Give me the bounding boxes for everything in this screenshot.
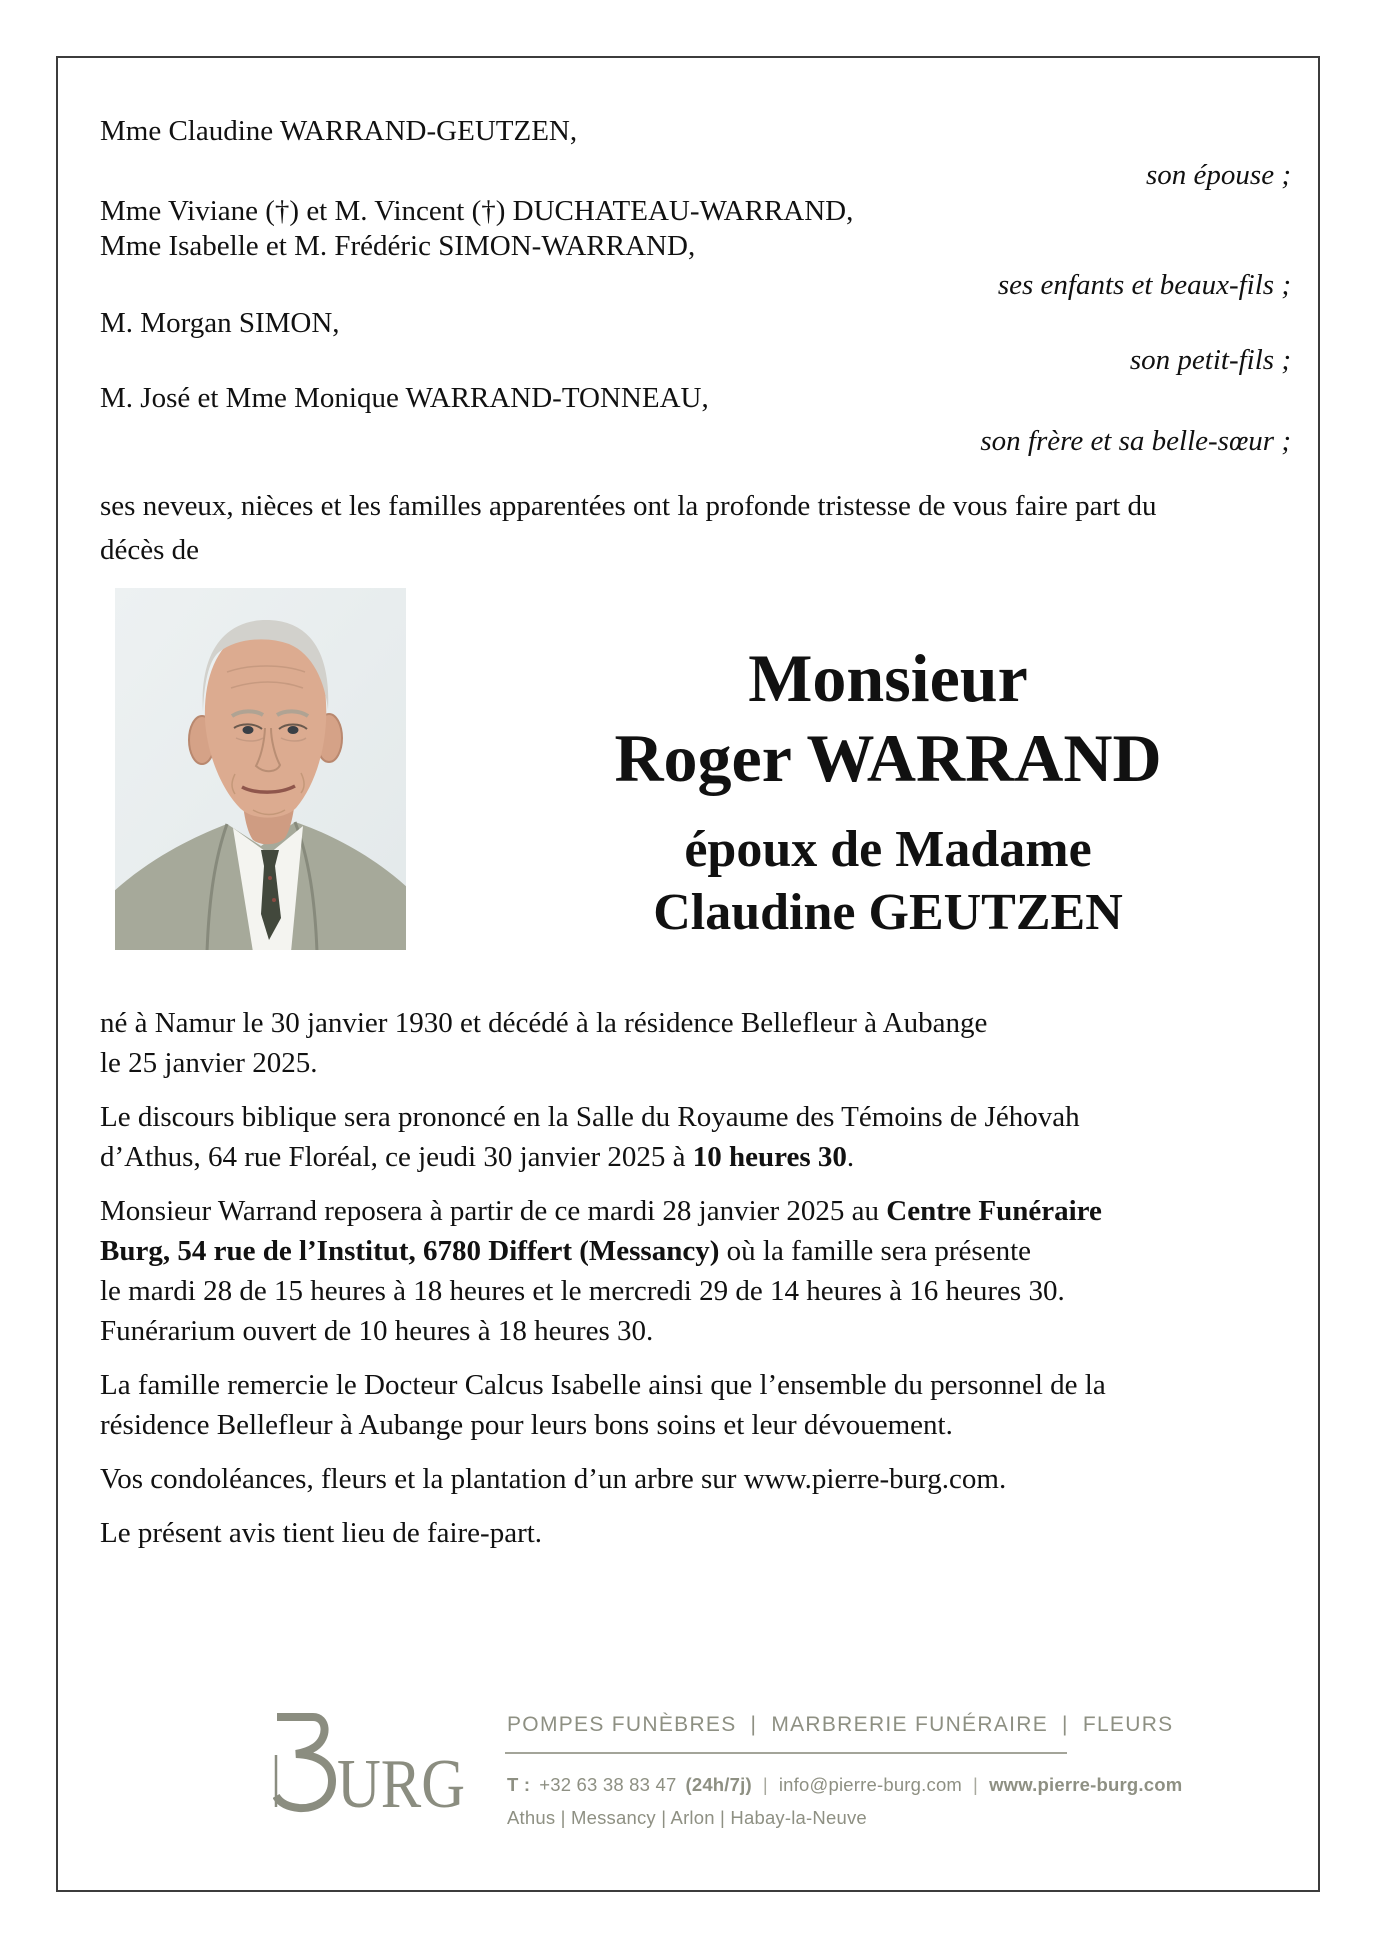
body-line: La famille remercie le Docteur Calcus Isabelle ainsi que l’ensemble du personnel de la	[100, 1369, 1106, 1401]
deceased-name: Roger WARRAND	[614, 720, 1162, 796]
portrait-photo	[115, 588, 406, 950]
tie-pattern-dot	[272, 898, 276, 902]
body-line: Le présent avis tient lieu de faire-part.	[100, 1517, 543, 1549]
eye	[288, 726, 299, 734]
paragraph-service	[100, 1097, 1295, 1177]
announcement-line: décès de	[100, 534, 200, 566]
phone-label: T :	[507, 1774, 531, 1795]
deceased-subtitle: époux de Madame	[684, 821, 1092, 878]
paragraph-funeral-home	[100, 1191, 1295, 1351]
separator: |	[750, 1713, 758, 1736]
family-name-line: Mme Claudine WARRAND-GEUTZEN,	[100, 115, 578, 147]
footer-cities: Athus | Messancy | Arlon | Habay-la-Neuve	[507, 1807, 867, 1828]
body-segment-bold: Centre Funéraire	[886, 1195, 1102, 1227]
deceased-subtitle: Claudine GEUTZEN	[653, 884, 1123, 941]
body-line: résidence Bellefleur à Aubange pour leurs bons soins et leur dévouement.	[100, 1409, 953, 1441]
separator: |	[762, 1774, 768, 1795]
burg-logo-b-glyph	[276, 1717, 332, 1808]
tagline-segment: POMPES FUNÈBRES	[507, 1713, 737, 1736]
deceased-title: Monsieur	[748, 640, 1028, 716]
relation-label: son épouse ;	[1146, 159, 1291, 191]
burg-logo-text: URG	[337, 1746, 465, 1823]
family-name-line: M. José et Mme Monique WARRAND-TONNEAU,	[100, 382, 709, 414]
body-segment: d’Athus, 64 rue Floréal, ce jeudi 30 janvier 2025 à	[100, 1141, 693, 1173]
body-segment-bold: 10 heures 30	[692, 1141, 847, 1173]
burg-logo	[273, 1703, 488, 1823]
relation-label: son frère et sa belle-sœur ;	[980, 425, 1291, 457]
body-segment-bold: Burg, 54 rue de l’Institut, 6780 Differt (Messancy)	[100, 1235, 720, 1267]
family-name-line: M. Morgan SIMON,	[100, 307, 340, 339]
body-segment: où la famille sera présente	[719, 1235, 1031, 1267]
footer-contact-line	[507, 1774, 1182, 1796]
body-line: Funérarium ouvert de 10 heures à 18 heures 30.	[100, 1315, 654, 1347]
website-url: www.pierre-burg.com	[989, 1774, 1183, 1795]
body-text	[100, 1003, 1295, 1567]
footer-tagline	[507, 1713, 1173, 1737]
body-line: Le discours biblique sera prononcé en la Salle du Royaume des Témoins de Jéhovah	[100, 1101, 1080, 1133]
email-address: info@pierre-burg.com	[778, 1774, 963, 1795]
family-name-line: Mme Isabelle et M. Frédéric SIMON-WARRAND,	[100, 230, 696, 262]
relation-label: son petit-fils ;	[1129, 344, 1291, 376]
footer-divider-line	[505, 1752, 1067, 1754]
tagline-segment: MARBRERIE FUNÉRAIRE	[771, 1713, 1049, 1736]
paragraph-thanks	[100, 1365, 1295, 1445]
body-line: le 25 janvier 2025.	[100, 1047, 318, 1079]
relation-label: ses enfants et beaux-fils ;	[997, 269, 1291, 301]
phone-hours: (24h/7j)	[685, 1774, 752, 1795]
separator: |	[1062, 1713, 1069, 1736]
body-line: né à Namur le 30 janvier 1930 et décédé à la résidence Bellefleur à Aubange	[100, 1007, 988, 1039]
body-line: Vos condoléances, fleurs et la plantation d’un arbre sur www.pierre-burg.com.	[100, 1463, 1007, 1495]
eye	[243, 726, 254, 734]
card-border-frame	[56, 56, 1320, 1892]
phone-number: +32 63 38 83 47	[539, 1774, 677, 1795]
body-line: le mardi 28 de 15 heures à 18 heures et le mercredi 29 de 14 heures à 16 heures 30.	[100, 1275, 1065, 1307]
body-line	[100, 1191, 1295, 1231]
body-line	[100, 1137, 1295, 1177]
family-name-line: Mme Viviane (†) et M. Vincent (†) DUCHATEAU-WARRAND,	[100, 195, 854, 227]
paragraph-condolences	[100, 1459, 1295, 1499]
announcement-line: ses neveux, nièces et les familles apparentées ont la profonde tristesse de vous faire part du	[100, 490, 1157, 522]
body-segment: Monsieur Warrand reposera à partir de ce mardi 28 janvier 2025 au	[100, 1195, 887, 1227]
tie-pattern-dot	[268, 876, 272, 880]
tagline-segment: FLEURS	[1082, 1713, 1174, 1736]
paragraph-birth-death	[100, 1003, 1295, 1083]
separator: |	[973, 1774, 979, 1795]
paragraph-notice	[100, 1513, 1295, 1553]
body-segment: .	[846, 1141, 855, 1173]
body-line	[100, 1231, 1295, 1271]
